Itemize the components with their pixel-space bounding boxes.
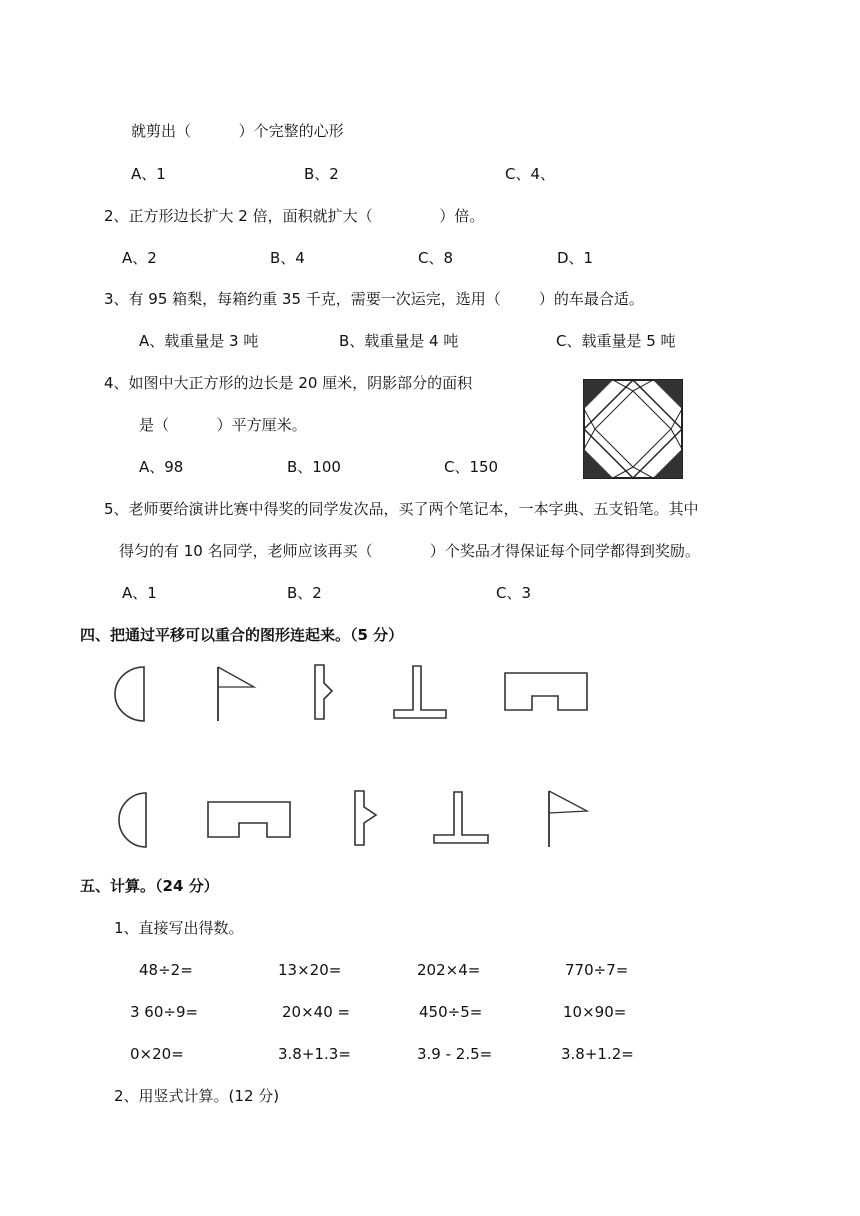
notched-bar-icon bbox=[310, 663, 340, 723]
q1-option-c: C、4、 bbox=[505, 165, 556, 183]
notched-bar-icon bbox=[350, 789, 384, 849]
q4-stem-line2: 是（ ）平方厘米。 bbox=[139, 416, 307, 434]
calc-item: 450÷5= bbox=[419, 1003, 483, 1021]
q5-option-b: B、2 bbox=[287, 584, 322, 602]
calc-item: 3 60÷9= bbox=[130, 1003, 199, 1021]
square-diamond-figure bbox=[583, 379, 683, 479]
q2-option-b: B、4 bbox=[270, 249, 305, 267]
section-5-title: 五、计算。（24 分） bbox=[80, 877, 219, 895]
q2-stem: 2、正方形边长扩大 2 倍，面积就扩大（ ）倍。 bbox=[104, 207, 485, 225]
half-circle-icon bbox=[113, 791, 153, 849]
q1-option-a: A、1 bbox=[131, 165, 166, 183]
q5-option-c: C、3 bbox=[496, 584, 532, 602]
calc-item: 0×20= bbox=[130, 1045, 184, 1063]
q5-stem-line2: 得匀的有 10 名同学，老师应该再买（ ）个奖品才得保证每个同学都得到奖励。 bbox=[119, 542, 700, 560]
section-4-title: 四、把通过平移可以重合的图形连起来。（5 分） bbox=[80, 626, 404, 644]
q5-option-a: A、1 bbox=[122, 584, 157, 602]
calc-item: 3.8+1.2= bbox=[561, 1045, 634, 1063]
calc-item: 3.8+1.3= bbox=[278, 1045, 351, 1063]
calc-item: 20×40 = bbox=[282, 1003, 351, 1021]
calc-item: 48÷2= bbox=[139, 961, 193, 979]
calc-item: 770÷7= bbox=[565, 961, 629, 979]
q4-option-a: A、98 bbox=[139, 458, 184, 476]
flag-icon bbox=[543, 789, 593, 849]
q2-option-d: D、1 bbox=[557, 249, 594, 267]
calc-item: 202×4= bbox=[417, 961, 481, 979]
inverted-t-icon bbox=[390, 663, 450, 723]
q3-option-b: B、载重量是 4 吨 bbox=[339, 332, 459, 350]
calc-subsection-1: 1、直接写出得数。 bbox=[114, 919, 244, 937]
q4-stem-line1: 4、如图中大正方形的边长是 20 厘米，阴影部分的面积 bbox=[104, 374, 473, 392]
q3-stem: 3、有 95 箱梨，每箱约重 35 千克，需要一次运完，选用（ ）的车最合适。 bbox=[104, 290, 644, 308]
q4-option-c: C、150 bbox=[444, 458, 499, 476]
flag-icon bbox=[210, 665, 260, 723]
calc-item: 10×90= bbox=[563, 1003, 627, 1021]
q3-option-a: A、载重量是 3 吨 bbox=[139, 332, 259, 350]
q2-option-a: A、2 bbox=[122, 249, 157, 267]
q2-option-c: C、8 bbox=[418, 249, 454, 267]
calc-subsection-2: 2、用竖式计算。(12 分) bbox=[114, 1087, 280, 1105]
q5-stem-line1: 5、老师要给演讲比赛中得奖的同学发次品，买了两个笔记本，一本字典、五支铅笔。其中 bbox=[104, 500, 699, 518]
notched-rect-icon bbox=[205, 799, 295, 843]
notched-rect-icon bbox=[502, 670, 592, 714]
q3-option-c: C、载重量是 5 吨 bbox=[556, 332, 676, 350]
q1-option-b: B、2 bbox=[304, 165, 339, 183]
calc-item: 3.9 - 2.5= bbox=[417, 1045, 493, 1063]
calc-item: 13×20= bbox=[278, 961, 342, 979]
q1-stem-continuation: 就剪出（ ）个完整的心形 bbox=[131, 122, 344, 140]
inverted-t-icon bbox=[430, 789, 492, 849]
q4-option-b: B、100 bbox=[287, 458, 341, 476]
half-circle-icon bbox=[113, 665, 153, 723]
